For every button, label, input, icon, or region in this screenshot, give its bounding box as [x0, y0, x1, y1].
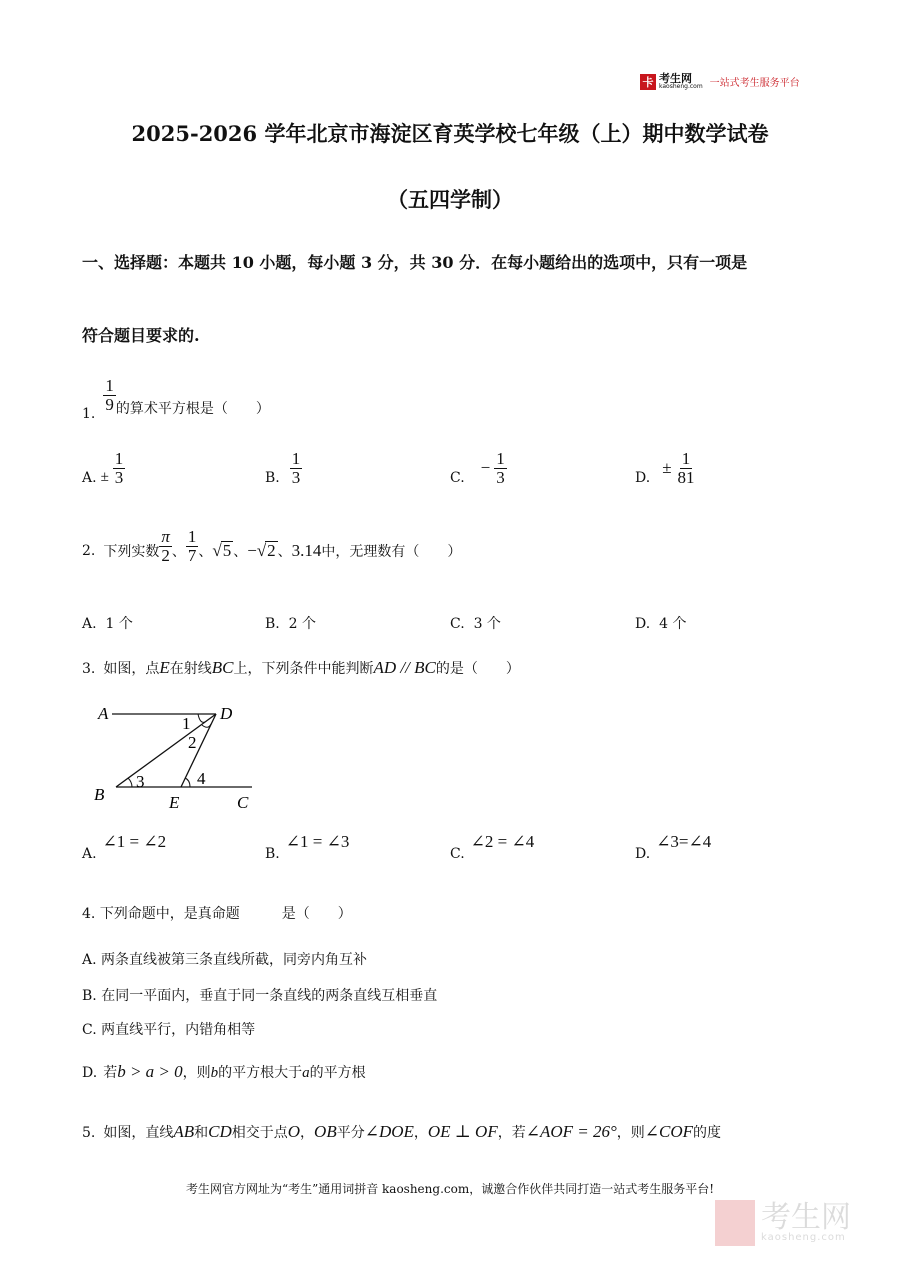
- watermark-domain: kaosheng.com: [761, 1232, 846, 1243]
- footer-text: 考生网官方网址为“考生”通用词拼音 kaosheng.com，诚邀合作伙伴共同打造一站式考生服务平台!: [185, 1182, 715, 1196]
- angle-1-arc: [198, 714, 205, 722]
- label-b: B: [94, 785, 105, 804]
- q1-option-d: D. ± $\frac{1}{81}$: [635, 449, 695, 487]
- label-e: E: [169, 793, 180, 812]
- question-text: 的算术平方根是（ ）: [115, 401, 270, 417]
- question-5: 5. 如图，直线 AB 和 CD 相交于点 O ， OB 平分 ∠DOE ， OE ⊥ OF ，若 ∠AOF = 26° ，则 ∠COF 的度: [82, 1122, 722, 1141]
- label-angle-3: 3: [136, 772, 145, 791]
- question-3: 3. 如图，点 E 在射线 BC 上，下列条件中能判断 AD // BC 的是（ ）: [82, 658, 520, 677]
- logo-domain: kaosheng.com: [659, 83, 703, 90]
- label-a: A: [98, 704, 109, 723]
- q1-option-a: A. ± $\frac{1}{3}$: [82, 449, 124, 487]
- logo-slogan: 一站式考生服务平台: [709, 78, 800, 89]
- q2-option-a: A. 1 个: [82, 616, 133, 632]
- fraction-1-7: $\frac{1}{7}$: [187, 527, 197, 565]
- label-angle-4: 4: [197, 769, 206, 788]
- logo-name: 考生网: [659, 72, 692, 85]
- q3-figure: [90, 700, 270, 815]
- label-d: D: [220, 704, 233, 723]
- section-heading-cont: 符合题目要求的.: [82, 326, 200, 345]
- section-heading: 一、选择题：本题共 10 小题，每小题 3 分，共 30 分．在每小题给出的选项中，只有一项是: [82, 253, 748, 272]
- question-number: 1.: [82, 406, 96, 422]
- watermark-logo-icon: [715, 1200, 755, 1246]
- q1-option-b: B. $\frac{1}{3}$: [265, 449, 301, 487]
- angle-4-arc: [185, 778, 190, 787]
- sqrt-5: √5: [212, 541, 232, 561]
- angle-3-arc: [128, 778, 132, 787]
- q2-option-c: C. 3 个: [450, 616, 501, 632]
- q3-option-c: C. ∠2 = ∠4: [450, 832, 535, 862]
- page-subtitle: （五四学制）: [387, 187, 513, 212]
- logo-icon: 卡: [640, 74, 656, 90]
- label-angle-1: 1: [182, 714, 191, 733]
- watermark-name: 考生网: [761, 1200, 851, 1235]
- q3-option-d: D. ∠3=∠4: [635, 832, 712, 862]
- header-logo: [640, 73, 800, 90]
- q2-option-d: D. 4 个: [635, 616, 687, 632]
- q1-option-c: C. − $\frac{1}{3}$: [450, 449, 505, 487]
- fraction: $\frac{1}{9}$: [105, 375, 114, 414]
- fraction-pi-2: $\frac{\pi}{2}$: [161, 527, 170, 565]
- question-4: 4. 下列命题中，是真命题 是（ ）: [82, 906, 352, 922]
- q3-option-a: A. ∠1 = ∠2: [82, 832, 167, 862]
- q4-option-a: A. 两条直线被第三条直线所截，同旁内角互补: [82, 952, 368, 968]
- page-title: 2025-2026 学年北京市海淀区育英学校七年级（上）期中数学试卷: [131, 121, 769, 146]
- q4-option-b: B. 在同一平面内，垂直于同一条直线的两条直线互相垂直: [82, 988, 438, 1004]
- q4-option-c: C. 两直线平行，内错角相等: [82, 1022, 256, 1038]
- question-1: [82, 368, 270, 422]
- q2-option-b: B. 2 个: [265, 616, 317, 632]
- q4-option-d: D. 若 b > a > 0 ，则 b 的平方根大于 a 的平方根: [82, 1062, 366, 1081]
- label-angle-2: 2: [188, 733, 197, 752]
- label-c: C: [237, 793, 249, 812]
- question-2: 2. 下列实数 $\frac{\pi}{2}$ 、 $\frac{1}{7}$ 、 √5 、 −√2 、 3.14 中，无理数有（ ）: [82, 527, 462, 565]
- q3-option-b: B. ∠1 = ∠3: [265, 832, 350, 862]
- watermark: [715, 1200, 851, 1246]
- neg-sqrt-2: −√2: [247, 541, 276, 561]
